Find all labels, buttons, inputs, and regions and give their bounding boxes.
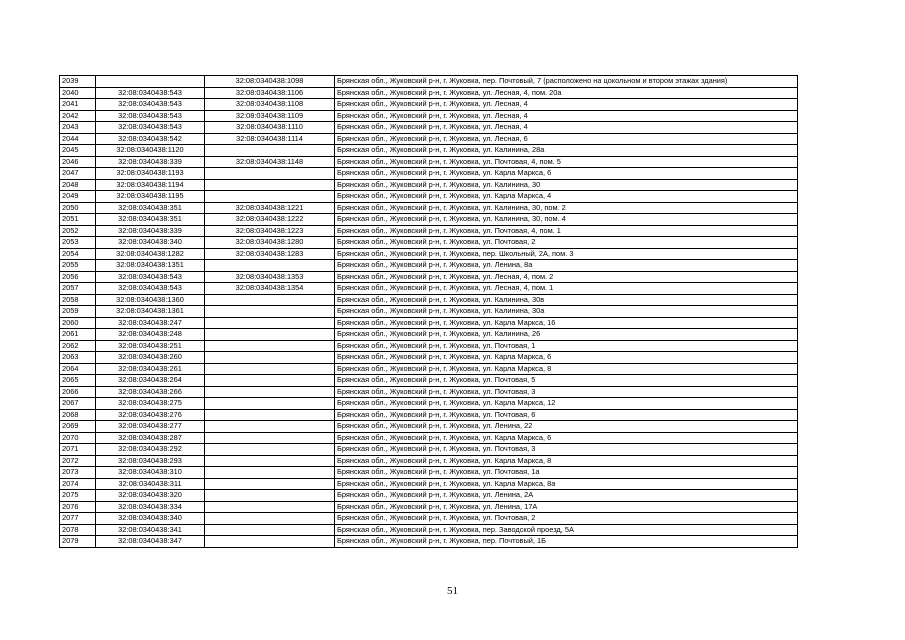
object-cadastral-number-cell: 32:08:0340438:1222 [205, 214, 335, 226]
land-cadastral-number-cell: 32:08:0340438:1195 [96, 191, 205, 203]
table-row [60, 340, 798, 352]
land-cadastral-number-cell: 32:08:0340438:542 [96, 133, 205, 145]
object-cadastral-number-cell [205, 168, 335, 180]
land-cadastral-number-cell: 32:08:0340438:260 [96, 352, 205, 364]
object-cadastral-number-cell [205, 467, 335, 479]
row-number-cell: 2059 [60, 306, 96, 318]
object-cadastral-number-cell [205, 375, 335, 387]
row-number-cell: 2070 [60, 432, 96, 444]
row-number-cell: 2072 [60, 455, 96, 467]
table-row [60, 375, 798, 387]
address-cell: Брянская обл., Жуковский р-н, г. Жуковка, пер. Заводской проезд, 5А [335, 524, 798, 536]
land-cadastral-number-cell: 32:08:0340438:1194 [96, 179, 205, 191]
row-number-cell: 2056 [60, 271, 96, 283]
object-cadastral-number-cell [205, 352, 335, 364]
address-cell: Брянская обл., Жуковский р-н, г. Жуковка, ул. Карла Маркса, 6 [335, 168, 798, 180]
object-cadastral-number-cell [205, 145, 335, 157]
address-cell: Брянская обл., Жуковский р-н, г. Жуковка, ул. Почтовая, 6 [335, 409, 798, 421]
address-cell: Брянская обл., Жуковский р-н, г. Жуковка, ул. Почтовая, 4, пом. 5 [335, 156, 798, 168]
object-cadastral-number-cell [205, 536, 335, 548]
row-number-cell: 2050 [60, 202, 96, 214]
row-number-cell: 2063 [60, 352, 96, 364]
table-row [60, 294, 798, 306]
table-row [60, 317, 798, 329]
table-row [60, 133, 798, 145]
land-cadastral-number-cell: 32:08:0340438:1351 [96, 260, 205, 272]
address-cell: Брянская обл., Жуковский р-н, г. Жуковка, ул. Почтовая, 5 [335, 375, 798, 387]
address-cell: Брянская обл., Жуковский р-н, г. Жуковка, ул. Ленина, 17А [335, 501, 798, 513]
object-cadastral-number-cell [205, 455, 335, 467]
object-cadastral-number-cell: 32:08:0340438:1098 [205, 76, 335, 88]
address-cell: Брянская обл., Жуковский р-н, г. Жуковка, ул. Ленина, 22 [335, 421, 798, 433]
table-row [60, 214, 798, 226]
row-number-cell: 2061 [60, 329, 96, 341]
land-cadastral-number-cell: 32:08:0340438:334 [96, 501, 205, 513]
object-cadastral-number-cell [205, 306, 335, 318]
land-cadastral-number-cell: 32:08:0340438:276 [96, 409, 205, 421]
row-number-cell: 2042 [60, 110, 96, 122]
address-cell: Брянская обл., Жуковский р-н, г. Жуковка, ул. Ленина, 8а [335, 260, 798, 272]
land-cadastral-number-cell: 32:08:0340438:340 [96, 513, 205, 525]
land-cadastral-number-cell: 32:08:0340438:543 [96, 283, 205, 295]
land-cadastral-number-cell: 32:08:0340438:293 [96, 455, 205, 467]
address-cell: Брянская обл., Жуковский р-н, г. Жуковка, ул. Карла Маркса, 8 [335, 363, 798, 375]
object-cadastral-number-cell [205, 524, 335, 536]
address-cell: Брянская обл., Жуковский р-н, г. Жуковка, ул. Калинина, 30, пом. 4 [335, 214, 798, 226]
object-cadastral-number-cell: 32:08:0340438:1283 [205, 248, 335, 260]
land-cadastral-number-cell: 32:08:0340438:320 [96, 490, 205, 502]
address-cell: Брянская обл., Жуковский р-н, г. Жуковка, ул. Карла Маркса, 6 [335, 432, 798, 444]
row-number-cell: 2067 [60, 398, 96, 410]
object-cadastral-number-cell: 32:08:0340438:1106 [205, 87, 335, 99]
table-row [60, 110, 798, 122]
row-number-cell: 2071 [60, 444, 96, 456]
row-number-cell: 2079 [60, 536, 96, 548]
address-cell: Брянская обл., Жуковский р-н, г. Жуковка, пер. Почтовый, 7 (расположено на цокольном и втором этажах здания) [335, 76, 798, 88]
land-cadastral-number-cell: 32:08:0340438:339 [96, 156, 205, 168]
row-number-cell: 2054 [60, 248, 96, 260]
row-number-cell: 2066 [60, 386, 96, 398]
land-cadastral-number-cell: 32:08:0340438:351 [96, 214, 205, 226]
table-row [60, 168, 798, 180]
object-cadastral-number-cell [205, 386, 335, 398]
address-cell: Брянская обл., Жуковский р-н, г. Жуковка, ул. Карла Маркса, 16 [335, 317, 798, 329]
address-cell: Брянская обл., Жуковский р-н, г. Жуковка, ул. Почтовая, 2 [335, 513, 798, 525]
table-row [60, 87, 798, 99]
table-row [60, 513, 798, 525]
table-row [60, 501, 798, 513]
land-cadastral-number-cell: 32:08:0340438:292 [96, 444, 205, 456]
land-cadastral-number-cell: 32:08:0340438:341 [96, 524, 205, 536]
object-cadastral-number-cell: 32:08:0340438:1109 [205, 110, 335, 122]
row-number-cell: 2069 [60, 421, 96, 433]
land-cadastral-number-cell: 32:08:0340438:264 [96, 375, 205, 387]
address-cell: Брянская обл., Жуковский р-н, г. Жуковка, ул. Лесная, 6 [335, 133, 798, 145]
object-cadastral-number-cell [205, 294, 335, 306]
address-cell: Брянская обл., Жуковский р-н, г. Жуковка, ул. Калинина, 30а [335, 306, 798, 318]
table-body [60, 76, 798, 548]
row-number-cell: 2055 [60, 260, 96, 272]
row-number-cell: 2065 [60, 375, 96, 387]
address-cell: Брянская обл., Жуковский р-н, г. Жуковка, ул. Ленина, 2А [335, 490, 798, 502]
table-row [60, 455, 798, 467]
row-number-cell: 2040 [60, 87, 96, 99]
land-cadastral-number-cell: 32:08:0340438:266 [96, 386, 205, 398]
address-cell: Брянская обл., Жуковский р-н, г. Жуковка, ул. Лесная, 4, пом. 1 [335, 283, 798, 295]
page-number: 51 [447, 585, 458, 597]
land-cadastral-number-cell: 32:08:0340438:311 [96, 478, 205, 490]
land-cadastral-number-cell: 32:08:0340438:277 [96, 421, 205, 433]
address-cell: Брянская обл., Жуковский р-н, г. Жуковка, ул. Карла Маркса, 8а [335, 478, 798, 490]
land-cadastral-number-cell: 32:08:0340438:347 [96, 536, 205, 548]
row-number-cell: 2045 [60, 145, 96, 157]
table-row [60, 156, 798, 168]
object-cadastral-number-cell: 32:08:0340438:1221 [205, 202, 335, 214]
land-cadastral-number-cell: 32:08:0340438:287 [96, 432, 205, 444]
object-cadastral-number-cell: 32:08:0340438:1223 [205, 225, 335, 237]
object-cadastral-number-cell: 32:08:0340438:1108 [205, 99, 335, 111]
land-cadastral-number-cell: 32:08:0340438:351 [96, 202, 205, 214]
address-cell: Брянская обл., Жуковский р-н, г. Жуковка, пер. Школьный, 2А, пом. 3 [335, 248, 798, 260]
row-number-cell: 2064 [60, 363, 96, 375]
land-cadastral-number-cell: 32:08:0340438:543 [96, 87, 205, 99]
land-cadastral-number-cell: 32:08:0340438:1361 [96, 306, 205, 318]
table-row [60, 260, 798, 272]
row-number-cell: 2043 [60, 122, 96, 134]
object-cadastral-number-cell [205, 179, 335, 191]
land-cadastral-number-cell: 32:08:0340438:1360 [96, 294, 205, 306]
row-number-cell: 2051 [60, 214, 96, 226]
address-cell: Брянская обл., Жуковский р-н, г. Жуковка, ул. Калинина, 26 [335, 329, 798, 341]
address-cell: Брянская обл., Жуковский р-н, г. Жуковка, ул. Почтовая, 2 [335, 237, 798, 249]
table-row [60, 490, 798, 502]
object-cadastral-number-cell [205, 432, 335, 444]
row-number-cell: 2060 [60, 317, 96, 329]
table-row [60, 478, 798, 490]
object-cadastral-number-cell: 32:08:0340438:1114 [205, 133, 335, 145]
land-cadastral-number-cell: 32:08:0340438:543 [96, 99, 205, 111]
table-row [60, 179, 798, 191]
object-cadastral-number-cell [205, 421, 335, 433]
table-row [60, 398, 798, 410]
table-row [60, 524, 798, 536]
object-cadastral-number-cell [205, 444, 335, 456]
property-register-table [59, 75, 798, 548]
address-cell: Брянская обл., Жуковский р-н, г. Жуковка, ул. Карла Маркса, 12 [335, 398, 798, 410]
row-number-cell: 2053 [60, 237, 96, 249]
address-cell: Брянская обл., Жуковский р-н, г. Жуковка, ул. Лесная, 4, пом. 20а [335, 87, 798, 99]
table-row [60, 76, 798, 88]
object-cadastral-number-cell [205, 260, 335, 272]
land-cadastral-number-cell: 32:08:0340438:339 [96, 225, 205, 237]
address-cell: Брянская обл., Жуковский р-н, г. Жуковка, ул. Калинина, 30, пом. 2 [335, 202, 798, 214]
address-cell: Брянская обл., Жуковский р-н, г. Жуковка, ул. Карла Маркса, 6 [335, 352, 798, 364]
row-number-cell: 2062 [60, 340, 96, 352]
land-cadastral-number-cell [96, 76, 205, 88]
table-row [60, 202, 798, 214]
row-number-cell: 2052 [60, 225, 96, 237]
table-row [60, 386, 798, 398]
object-cadastral-number-cell [205, 478, 335, 490]
row-number-cell: 2058 [60, 294, 96, 306]
table-row [60, 237, 798, 249]
table-row [60, 99, 798, 111]
row-number-cell: 2057 [60, 283, 96, 295]
land-cadastral-number-cell: 32:08:0340438:310 [96, 467, 205, 479]
row-number-cell: 2076 [60, 501, 96, 513]
address-cell: Брянская обл., Жуковский р-н, г. Жуковка, пер. Почтовый, 1Б [335, 536, 798, 548]
address-cell: Брянская обл., Жуковский р-н, г. Жуковка, ул. Карла Маркса, 4 [335, 191, 798, 203]
table-row [60, 191, 798, 203]
table-row [60, 352, 798, 364]
table-row [60, 122, 798, 134]
address-cell: Брянская обл., Жуковский р-н, г. Жуковка, ул. Лесная, 4, пом. 2 [335, 271, 798, 283]
object-cadastral-number-cell [205, 409, 335, 421]
row-number-cell: 2048 [60, 179, 96, 191]
table-row [60, 421, 798, 433]
table-row [60, 283, 798, 295]
land-cadastral-number-cell: 32:08:0340438:261 [96, 363, 205, 375]
object-cadastral-number-cell [205, 363, 335, 375]
address-cell: Брянская обл., Жуковский р-н, г. Жуковка, ул. Калинина, 30в [335, 294, 798, 306]
row-number-cell: 2075 [60, 490, 96, 502]
object-cadastral-number-cell [205, 340, 335, 352]
land-cadastral-number-cell: 32:08:0340438:275 [96, 398, 205, 410]
table-row [60, 306, 798, 318]
object-cadastral-number-cell: 32:08:0340438:1110 [205, 122, 335, 134]
address-cell: Брянская обл., Жуковский р-н, г. Жуковка, ул. Почтовая, 3 [335, 386, 798, 398]
address-cell: Брянская обл., Жуковский р-н, г. Жуковка, ул. Почтовая, 3 [335, 444, 798, 456]
row-number-cell: 2041 [60, 99, 96, 111]
object-cadastral-number-cell [205, 398, 335, 410]
table-row [60, 225, 798, 237]
object-cadastral-number-cell: 32:08:0340438:1353 [205, 271, 335, 283]
address-cell: Брянская обл., Жуковский р-н, г. Жуковка, ул. Почтовая, 1 [335, 340, 798, 352]
row-number-cell: 2068 [60, 409, 96, 421]
object-cadastral-number-cell: 32:08:0340438:1354 [205, 283, 335, 295]
land-cadastral-number-cell: 32:08:0340438:543 [96, 271, 205, 283]
land-cadastral-number-cell: 32:08:0340438:1193 [96, 168, 205, 180]
table-row [60, 536, 798, 548]
land-cadastral-number-cell: 32:08:0340438:247 [96, 317, 205, 329]
object-cadastral-number-cell [205, 191, 335, 203]
land-cadastral-number-cell: 32:08:0340438:543 [96, 110, 205, 122]
row-number-cell: 2049 [60, 191, 96, 203]
address-cell: Брянская обл., Жуковский р-н, г. Жуковка, ул. Калинина, 28а [335, 145, 798, 157]
object-cadastral-number-cell [205, 513, 335, 525]
table-row [60, 432, 798, 444]
address-cell: Брянская обл., Жуковский р-н, г. Жуковка, ул. Лесная, 4 [335, 99, 798, 111]
address-cell: Брянская обл., Жуковский р-н, г. Жуковка, ул. Почтовая, 1а [335, 467, 798, 479]
object-cadastral-number-cell [205, 317, 335, 329]
table-row [60, 145, 798, 157]
address-cell: Брянская обл., Жуковский р-н, г. Жуковка, ул. Лесная, 4 [335, 122, 798, 134]
table-row [60, 329, 798, 341]
row-number-cell: 2074 [60, 478, 96, 490]
row-number-cell: 2078 [60, 524, 96, 536]
table-row [60, 467, 798, 479]
address-cell: Брянская обл., Жуковский р-н, г. Жуковка, ул. Карла Маркса, 8 [335, 455, 798, 467]
land-cadastral-number-cell: 32:08:0340438:543 [96, 122, 205, 134]
land-cadastral-number-cell: 32:08:0340438:248 [96, 329, 205, 341]
object-cadastral-number-cell [205, 490, 335, 502]
row-number-cell: 2047 [60, 168, 96, 180]
land-cadastral-number-cell: 32:08:0340438:1282 [96, 248, 205, 260]
object-cadastral-number-cell: 32:08:0340438:1280 [205, 237, 335, 249]
address-cell: Брянская обл., Жуковский р-н, г. Жуковка, ул. Калинина, 30 [335, 179, 798, 191]
row-number-cell: 2044 [60, 133, 96, 145]
land-cadastral-number-cell: 32:08:0340438:340 [96, 237, 205, 249]
address-cell: Брянская обл., Жуковский р-н, г. Жуковка, ул. Почтовая, 4, пом. 1 [335, 225, 798, 237]
object-cadastral-number-cell: 32:08:0340438:1148 [205, 156, 335, 168]
table-row [60, 271, 798, 283]
row-number-cell: 2039 [60, 76, 96, 88]
row-number-cell: 2073 [60, 467, 96, 479]
object-cadastral-number-cell [205, 501, 335, 513]
table-row [60, 363, 798, 375]
table-row [60, 409, 798, 421]
land-cadastral-number-cell: 32:08:0340438:1120 [96, 145, 205, 157]
land-cadastral-number-cell: 32:08:0340438:251 [96, 340, 205, 352]
address-cell: Брянская обл., Жуковский р-н, г. Жуковка, ул. Лесная, 4 [335, 110, 798, 122]
row-number-cell: 2077 [60, 513, 96, 525]
table-row [60, 248, 798, 260]
table-row [60, 444, 798, 456]
row-number-cell: 2046 [60, 156, 96, 168]
object-cadastral-number-cell [205, 329, 335, 341]
